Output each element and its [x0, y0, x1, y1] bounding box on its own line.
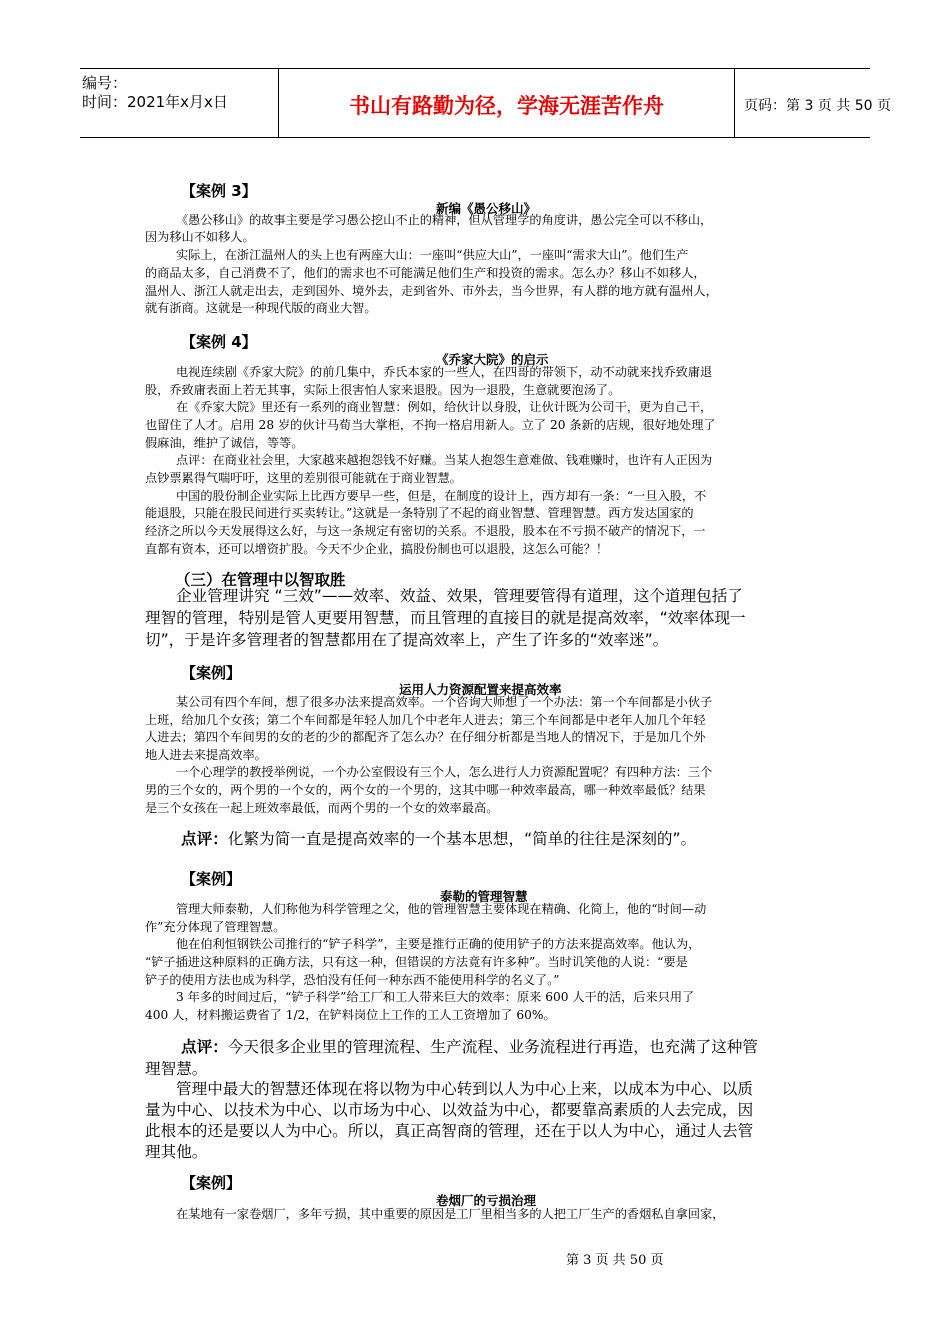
case6-line: 管理大师泰勒，人们称他为科学管理之父，他的管理智慧主要体现在精确、化简上，他的“时间—动	[176, 902, 707, 916]
case6-line: 400 人，材料搬运费省了 1/2，在铲料岗位上工作的工人工资增加了 60%。	[145, 1008, 556, 1022]
comment-text: 今天很多企业里的管理流程、生产流程、业务流程进行再造，也充满了这种管	[227, 1038, 758, 1056]
doc-number-label: 编号：	[82, 74, 128, 92]
case4-line: 中国的股份制企业实际上比西方要早一些，但是，在制度的设计上，西方却有一条：“一旦入股，不	[176, 489, 707, 503]
comment-label: 点评：	[181, 1038, 228, 1056]
case4-line: 电视连续剧《乔家大院》的前几集中，乔氏本家的一些人，在四哥的带领下，动不动就来找乔致庸退	[176, 365, 713, 379]
case6-line: 他在伯利恒钢铁公司推行的“铲子科学”，主要是推行正确的使用铲子的方法来提高效率。他认为，	[176, 937, 701, 951]
case4-line: 也留住了人才。启用 28 岁的伙计马荀当大掌柜，不拘一格启用新人。立了 20 条新的店规，很好地处理了	[145, 418, 716, 432]
case7-title: 卷烟厂的亏损治理	[436, 1193, 537, 1208]
case5-line: 上班，给加几个女孩；第二个车间都是年轻人加几个中老年人进去；第三个车间都是中老年人加几个年轻	[145, 713, 706, 727]
doc-date: 时间：2021年x月x日	[82, 93, 228, 111]
header-meta	[80, 69, 279, 137]
case7-line: 在某地有一家卷烟厂，多年亏损，其中重要的原因是工厂里相当多的人把工厂生产的香烟私自拿回家，	[176, 1207, 725, 1221]
page-footer: 第 3 页 共 50 页	[566, 1253, 664, 1268]
body-line: 量为中心、以技术为中心、以市场为中心、以效益为中心，都要靠高素质的人去完成，因	[145, 1101, 754, 1119]
case4-label: 【案例 4】	[181, 333, 257, 351]
case6-line: 3 年多的时间过后，“铲子科学”给工厂和工人带来巨大的效率：原来 600 人干的活，后来只用了	[176, 990, 695, 1004]
case4-line: 能退股，只能在股民间进行买卖转让。”这就是一条特别了不起的商业智慧、管理智慧。西方发达国家的	[145, 506, 694, 520]
case3-line: 《愚公移山》的故事主要是学习愚公挖山不止的精神，但从管理学的角度讲，愚公完全可以不移山，	[176, 213, 713, 227]
header-page-info: 页码：第 3 页 共 50 页	[744, 98, 891, 114]
case4-line: 股，乔致庸表面上若无其事，实际上很害怕人家来退股。因为一退股，生意就要泡汤了。	[145, 383, 621, 397]
case3-line: 就有浙商。这就是一种现代版的商业大智。	[145, 301, 377, 315]
case5-line: 人进去；第四个车间男的女的老的少的都配齐了怎么办？在仔细分析都是当地人的情况下，于是加几个外	[145, 730, 706, 744]
case4-line: 在《乔家大院》里还有一系列的商业智慧：例如，给伙计以身股，让伙计既为公司干，更为自己干，	[176, 400, 713, 414]
case6-comment	[181, 1036, 758, 1059]
case6-comment-cont: 理智慧。	[145, 1060, 208, 1078]
case5-label: 【案例】	[181, 664, 242, 682]
case6-line: “铲子插进这种原料的正确方法，只有这一种，但错误的方法竟有许多种”。当时讥笑他的人说：“要是	[145, 955, 688, 969]
body-line: 理其他。	[145, 1143, 208, 1161]
page-header	[80, 68, 891, 138]
header-motto: 书山有路勤为径，学海无涯苦作舟	[279, 69, 735, 137]
case4-line: 经济之所以今天发展得这么好，与这一条规定有密切的关系。不退股，股本在不亏损不破产的情况下，一	[145, 524, 706, 538]
case5-line: 某公司有四个车间，想了很多办法来提高效率。一个咨询大师想了一个办法：第一个车间都是小伙子	[176, 695, 713, 709]
case3-line: 因为移山不如移人。	[145, 230, 255, 244]
case5-line: 一个心理学的教授举例说，一个办公室假设有三个人，怎么进行人力资源配置呢？有四种方法：三个	[176, 765, 713, 779]
case4-line: 直都有资本，还可以增资扩股。今天不少企业，搞股份制也可以退股，这怎么可能？！	[145, 542, 609, 556]
comment-text: 化繁为简一直是提高效率的一个基本思想，“简单的往往是深刻的”。	[227, 830, 697, 848]
case3-title: 新编《愚公移山》	[436, 201, 537, 216]
case4-line: 点评：在商业社会里，大家越来越抱怨钱不好赚。当某人抱怨生意难做、钱难赚时，也许有人正因为	[176, 453, 713, 467]
case6-line: 作”充分体现了管理智慧。	[145, 920, 286, 934]
case4-line: 点钞票累得气喘吁吁，这里的差别很可能就在于商业智慧。	[145, 471, 462, 485]
case3-label: 【案例 3】	[181, 182, 257, 200]
case6-line: 铲子的使用方法也成为科学，恐怕没有任何一种东西不能使用科学的名义了。”	[145, 973, 560, 987]
body-line: 管理中最大的智慧还体现在将以物为中心转到以人为中心上来，以成本为中心、以质	[176, 1080, 753, 1098]
section-line: 切”，于是许多管理者的智慧都用在了提高效率上，产生了许多的“效率迷”。	[145, 631, 669, 649]
case4-title: 《乔家大院》的启示	[436, 352, 549, 367]
section-line: 企业管理讲究 “三效”——效率、效益、效果，管理要管得有道理，这个道理包括了	[176, 587, 743, 605]
case3-line: 实际上，在浙江温州人的头上也有两座大山：一座叫“供应大山”，一座叫“需求大山”。他们生产	[176, 248, 689, 262]
case3-line: 温州人、浙江人就走出去，走到国外、境外去，走到省外、市外去，当今世界，有人群的地方就有温州人，	[145, 284, 718, 298]
case6-title: 泰勒的管理智慧	[440, 889, 528, 904]
section-heading: （三）在管理中以智取胜	[175, 571, 346, 589]
comment-label: 点评：	[181, 830, 228, 848]
case3-line: 的商品太多，自己消费不了，他们的需求也不可能满足他们生产和投资的需求。怎么办？移山不如移人，	[145, 266, 706, 280]
case5-line: 地人进去来提高效率。	[145, 748, 267, 762]
case5-title: 运用人力资源配置来提高效率	[399, 682, 562, 697]
body-line: 此根本的还是要以人为中心。所以，真正高智商的管理，还在于以人为中心，通过人去管	[145, 1122, 754, 1140]
case7-label: 【案例】	[181, 1174, 242, 1192]
case5-comment	[181, 828, 696, 851]
case5-line: 是三个女孩在一起上班效率最低，而两个男的一个女的效率最高。	[145, 801, 499, 815]
case6-label: 【案例】	[181, 870, 242, 888]
section-line: 理智的管理，特别是管人更要用智慧，而且管理的直接目的就是提高效率，“效率体现一	[145, 609, 746, 627]
case4-line: 假麻油，维护了诚信，等等。	[145, 436, 304, 450]
case5-line: 男的三个女的，两个男的一个女的，两个女的一个男的，这其中哪一种效率最高，哪一种效率最低？结果	[145, 783, 706, 797]
